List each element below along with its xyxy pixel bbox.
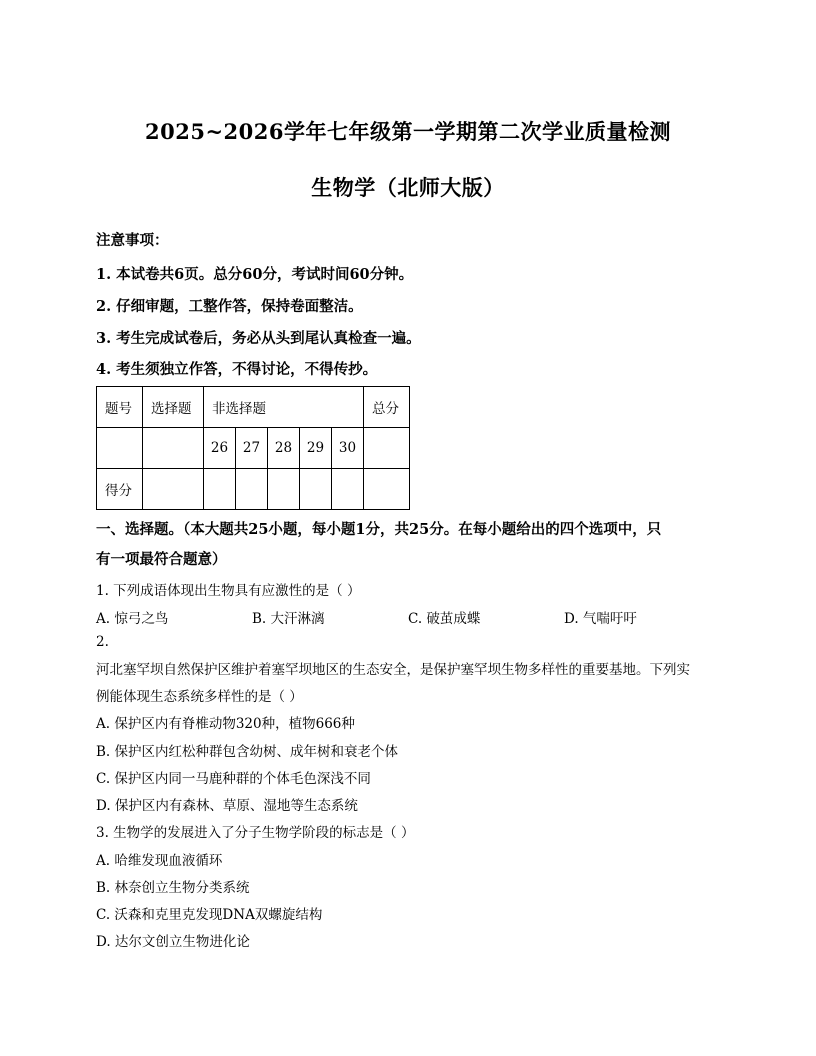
question-1-option-d: D. 气喘吁吁: [564, 611, 637, 627]
question-3-stem: 3. 生物学的发展进入了分子生物学阶段的标志是（ ）: [96, 825, 415, 841]
question-2-option-a: A. 保护区内有脊椎动物320种，植物666种: [96, 716, 355, 732]
table-cell: [97, 428, 143, 469]
header-non-choice: 非选择题: [204, 387, 364, 428]
question-number: 30: [332, 428, 364, 469]
section1-heading: 一、选择题。（本大题共25小题，每小题1分，共25分。在每小题给出的四个选项中，只: [96, 521, 662, 538]
score-cell: [204, 469, 236, 510]
score-cell: [300, 469, 332, 510]
score-cell: [268, 469, 300, 510]
section1-heading-cont: 有一项最符合题意）: [96, 551, 227, 568]
question-2-stem-cont: 例能体现生态系统多样性的是（ ）: [96, 689, 303, 705]
exam-title: 2025~2026学年七年级第一学期第二次学业质量检测: [145, 119, 671, 144]
question-2-stem: 河北塞罕坝自然保护区维护着塞罕坝地区的生态安全，是保护塞罕坝生物多样性的重要基地。下列实: [96, 662, 690, 678]
score-table: [96, 386, 410, 510]
notice-heading: 注意事项：: [96, 232, 169, 249]
question-number: 26: [204, 428, 236, 469]
header-total: 总分: [364, 387, 410, 428]
row-score-label: 得分: [97, 469, 143, 510]
table-cell: [143, 428, 204, 469]
header-question-no: 题号: [97, 387, 143, 428]
question-2-number: 2.: [96, 634, 109, 650]
notice-item-1: 1. 本试卷共6页。总分60分，考试时间60分钟。: [96, 266, 414, 283]
question-3-option-b: B. 林奈创立生物分类系统: [96, 880, 250, 896]
notice-item-2: 2. 仔细审题，工整作答，保持卷面整洁。: [96, 298, 363, 315]
question-2-option-c: C. 保护区内同一马鹿种群的个体毛色深浅不同: [96, 771, 371, 787]
question-1-stem: 1. 下列成语体现出生物具有应激性的是（ ）: [96, 583, 361, 599]
exam-subject: 生物学（北师大版）: [311, 175, 505, 200]
header-choice: 选择题: [143, 387, 204, 428]
score-cell: [364, 469, 410, 510]
score-cell: [332, 469, 364, 510]
table-row: [97, 428, 410, 469]
question-number: 27: [236, 428, 268, 469]
table-cell: [364, 428, 410, 469]
question-2-option-b: B. 保护区内红松种群包含幼树、成年树和衰老个体: [96, 744, 399, 760]
table-row: [97, 387, 410, 428]
question-3-option-c: C. 沃森和克里克发现DNA双螺旋结构: [96, 907, 323, 923]
score-cell: [236, 469, 268, 510]
notice-item-4: 4. 考生须独立作答，不得讨论，不得传抄。: [96, 361, 378, 378]
score-cell: [143, 469, 204, 510]
question-1-option-c: C. 破茧成蝶: [408, 611, 481, 627]
question-3-option-a: A. 哈维发现血液循环: [96, 853, 223, 869]
question-1-option-b: B. 大汗淋漓: [252, 611, 325, 627]
question-3-option-d: D. 达尔文创立生物进化论: [96, 934, 250, 950]
question-number: 29: [300, 428, 332, 469]
table-row: [97, 469, 410, 510]
question-1-option-a: A. 惊弓之鸟: [96, 611, 169, 627]
question-2-option-d: D. 保护区内有森林、草原、湿地等生态系统: [96, 798, 358, 814]
question-number: 28: [268, 428, 300, 469]
notice-item-3: 3. 考生完成试卷后，务必从头到尾认真检查一遍。: [96, 330, 421, 347]
